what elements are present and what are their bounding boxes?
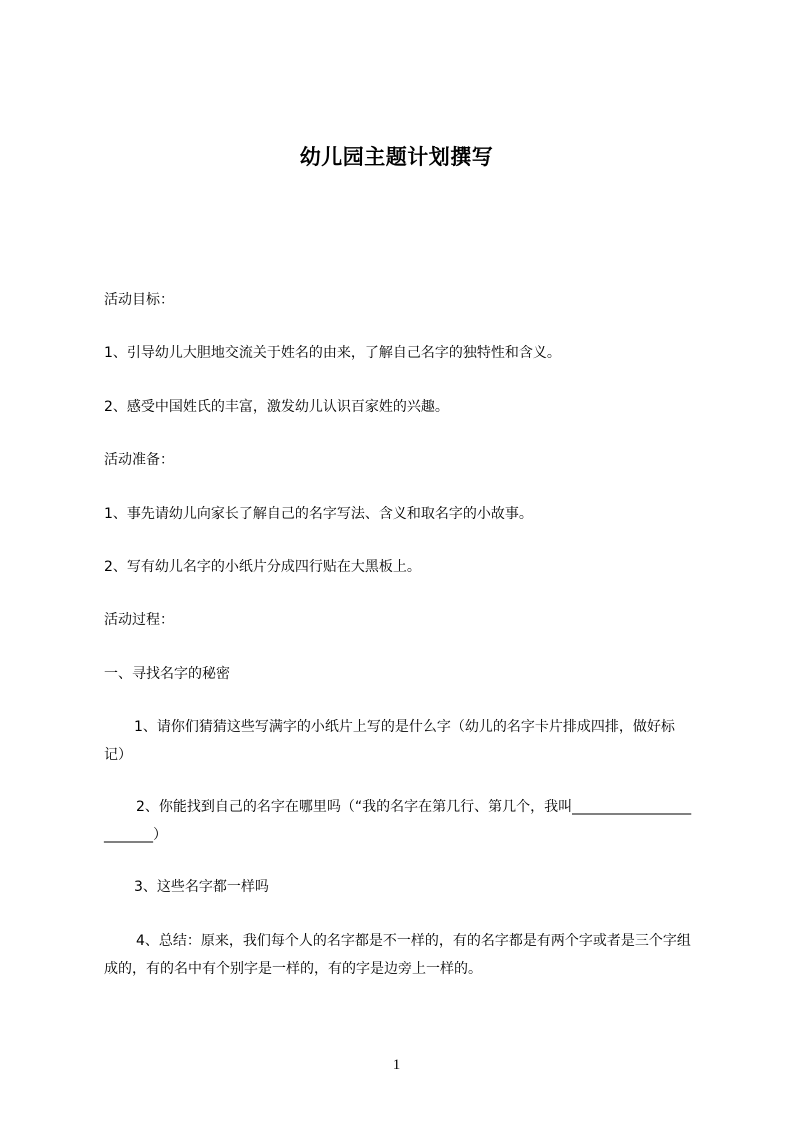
paragraph-step-2: 2、你能找到自己的名字在哪里吗（“我的名字在第几行、第几个，我叫________________________） xyxy=(104,799,692,843)
paragraph-section-1-heading: 一、寻找名字的秘密 xyxy=(104,666,230,682)
paragraph-goals-heading: 活动目标： xyxy=(104,292,174,308)
paragraph-process-heading: 活动过程： xyxy=(104,612,174,628)
paragraph-goal-1: 1、引导幼儿大胆地交流关于姓名的由来，了解自己名字的独特性和含义。 xyxy=(104,345,561,361)
page-number: 1 xyxy=(392,1057,401,1073)
paragraph-goal-2: 2、感受中国姓氏的丰富，激发幼儿认识百家姓的兴趣。 xyxy=(104,399,449,415)
paragraph-prep-heading: 活动准备： xyxy=(104,452,174,468)
paragraph-prep-2: 2、写有幼儿名字的小纸片分成四行贴在大黑板上。 xyxy=(104,559,421,575)
page-title: 幼儿园主题计划撰写 xyxy=(299,145,494,169)
paragraph-prep-1: 1、事先请幼儿向家长了解自己的名字写法、含义和取名字的小故事。 xyxy=(104,506,533,522)
paragraph-step-1: 1、请你们猜猜这些写满字的小纸片上写的是什么字（幼儿的名字卡片排成四排，做好标记） xyxy=(104,719,675,763)
paragraph-step-3: 3、这些名字都一样吗 xyxy=(134,879,269,895)
paragraph-step-4-summary: 4、总结：原来，我们每个人的名字都是不一样的，有的名字都是有两个字或者是三个字组成的，有的名中有个别字是一样的，有的字是边旁上一样的。 xyxy=(104,933,691,977)
